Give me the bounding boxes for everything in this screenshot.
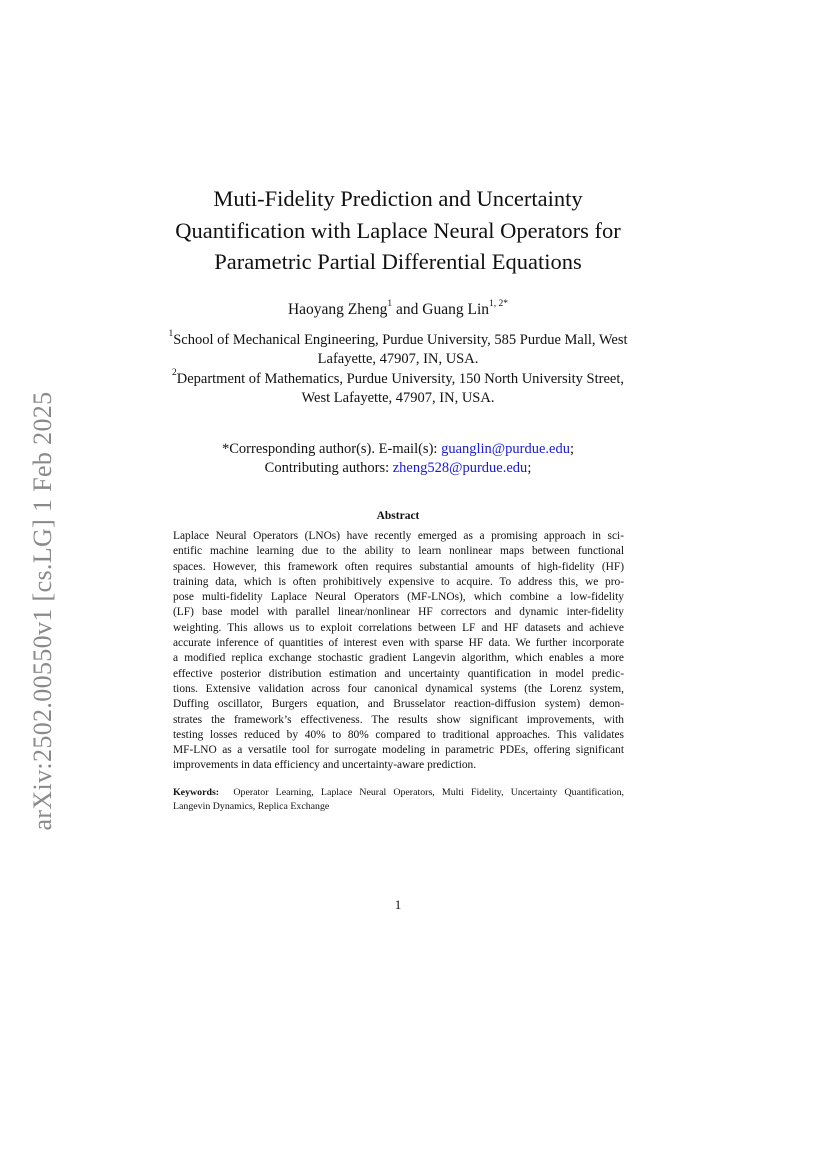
contributing-suffix: ;	[527, 460, 532, 476]
abstract-line: Laplace Neural Operators (LNOs) have recently emerged as a promising approach in sci-	[173, 530, 624, 542]
abstract-line: spaces. However, this framework often requires substantial amounts of high-fidelity (HF)	[173, 560, 624, 573]
arxiv-side-stamp	[28, 378, 58, 844]
affiliation-marker: 1	[168, 329, 174, 340]
author-connector: and	[392, 301, 423, 318]
abstract-line: MF-LNO as a versatile tool for surrogate modeling in parametric PDEs, offering significant	[173, 744, 624, 757]
affiliation-line	[140, 331, 656, 350]
abstract-line: testing losses reduced by 40% to 80% compared to traditional approaches. This validates	[173, 728, 624, 741]
paper-title	[118, 183, 678, 278]
title-line: Quantification with Laplace Neural Operators for	[175, 217, 621, 243]
abstract-line: strates the framework’s effectiveness. The results show significant improvements, with	[173, 713, 624, 726]
abstract-line: improvements in data efficiency and uncertainty-aware prediction.	[173, 759, 477, 772]
affiliation-line: Lafayette, 47907, IN, USA.	[317, 351, 479, 367]
abstract-line: tions. Extensive validation across four canonical dynamical systems (the Lorenz system,	[173, 682, 624, 695]
abstract-line: a modified replica exchange stochastic gradient Langevin algorithm, which enables a more	[173, 652, 624, 665]
affiliation-text: Department of Mathematics, Purdue University, 150 North University Street,	[176, 371, 624, 387]
contributing-label: Contributing authors:	[264, 460, 393, 476]
author-name: Guang Lin	[422, 301, 490, 318]
abstract-heading: Abstract	[376, 510, 420, 522]
keywords-block	[173, 786, 624, 813]
contributing-email-link[interactable]: zheng528@purdue.edu	[392, 460, 528, 476]
abstract-line: Duffing oscillator, Burgers equation, and Brusselator reaction-diffusion system) demon-	[173, 698, 624, 711]
abstract-line: effective posterior distribution estimation and uncertainty quantification in model predic-	[173, 667, 624, 680]
corresponding-author-line	[140, 440, 656, 459]
abstract-line: training data, which is often prohibitively expensive to acquire. To address this, we pro-	[173, 575, 624, 588]
keywords-label: Keywords:	[173, 787, 220, 798]
abstract-line: weighting. This allows us to exploit correlations between LF and HF datasets and achieve	[173, 621, 624, 634]
arxiv-identifier: arXiv:2502.00550v1 [cs.LG] 1 Feb 2025	[28, 391, 57, 831]
keywords-line: Langevin Dynamics, Replica Exchange	[173, 800, 330, 812]
abstract-line: pose multi-fidelity Laplace Neural Operators (MF-LNOs), which combine a low-fidelity	[173, 591, 624, 604]
page-number: 1	[394, 897, 402, 912]
abstract-body	[173, 529, 624, 774]
corresponding-suffix: ;	[569, 441, 575, 457]
affiliation	[140, 370, 656, 408]
keywords-line	[173, 786, 624, 800]
title-line: Muti-Fidelity Prediction and Uncertainty	[213, 186, 583, 211]
contributing-authors-line	[140, 459, 656, 478]
author-affiliation-marker: 1	[387, 298, 393, 309]
corresponding-label: *Corresponding author(s). E-mail(s):	[221, 441, 442, 457]
author-name: Haoyang Zheng	[287, 301, 388, 318]
affiliation-text: School of Mechanical Engineering, Purdue University, 585 Purdue Mall, West	[173, 332, 628, 348]
affiliation-line	[140, 370, 656, 389]
author-list	[198, 300, 598, 320]
affiliation-line: West Lafayette, 47907, IN, USA.	[301, 390, 495, 406]
author-affiliation-marker: 1, 2*	[489, 298, 509, 309]
abstract-line: accurate inference of quantities of interest even with sparse HF data. We further incorporate	[173, 637, 624, 650]
affiliation-marker: 2	[171, 368, 177, 379]
affiliation	[140, 331, 656, 369]
title-line: Parametric Partial Differential Equations	[214, 249, 582, 274]
abstract-line: (LF) base model with parallel linear/nonlinear HF correctors and dynamic inter-fidelity	[173, 606, 624, 619]
keywords-list: Operator Learning, Laplace Neural Operators, Multi Fidelity, Uncertainty Quantification,	[233, 787, 625, 798]
abstract-line: entific machine learning due to the ability to learn nonlinear maps between functional	[173, 545, 624, 558]
corresponding-email-link[interactable]: guanglin@purdue.edu	[441, 441, 570, 457]
